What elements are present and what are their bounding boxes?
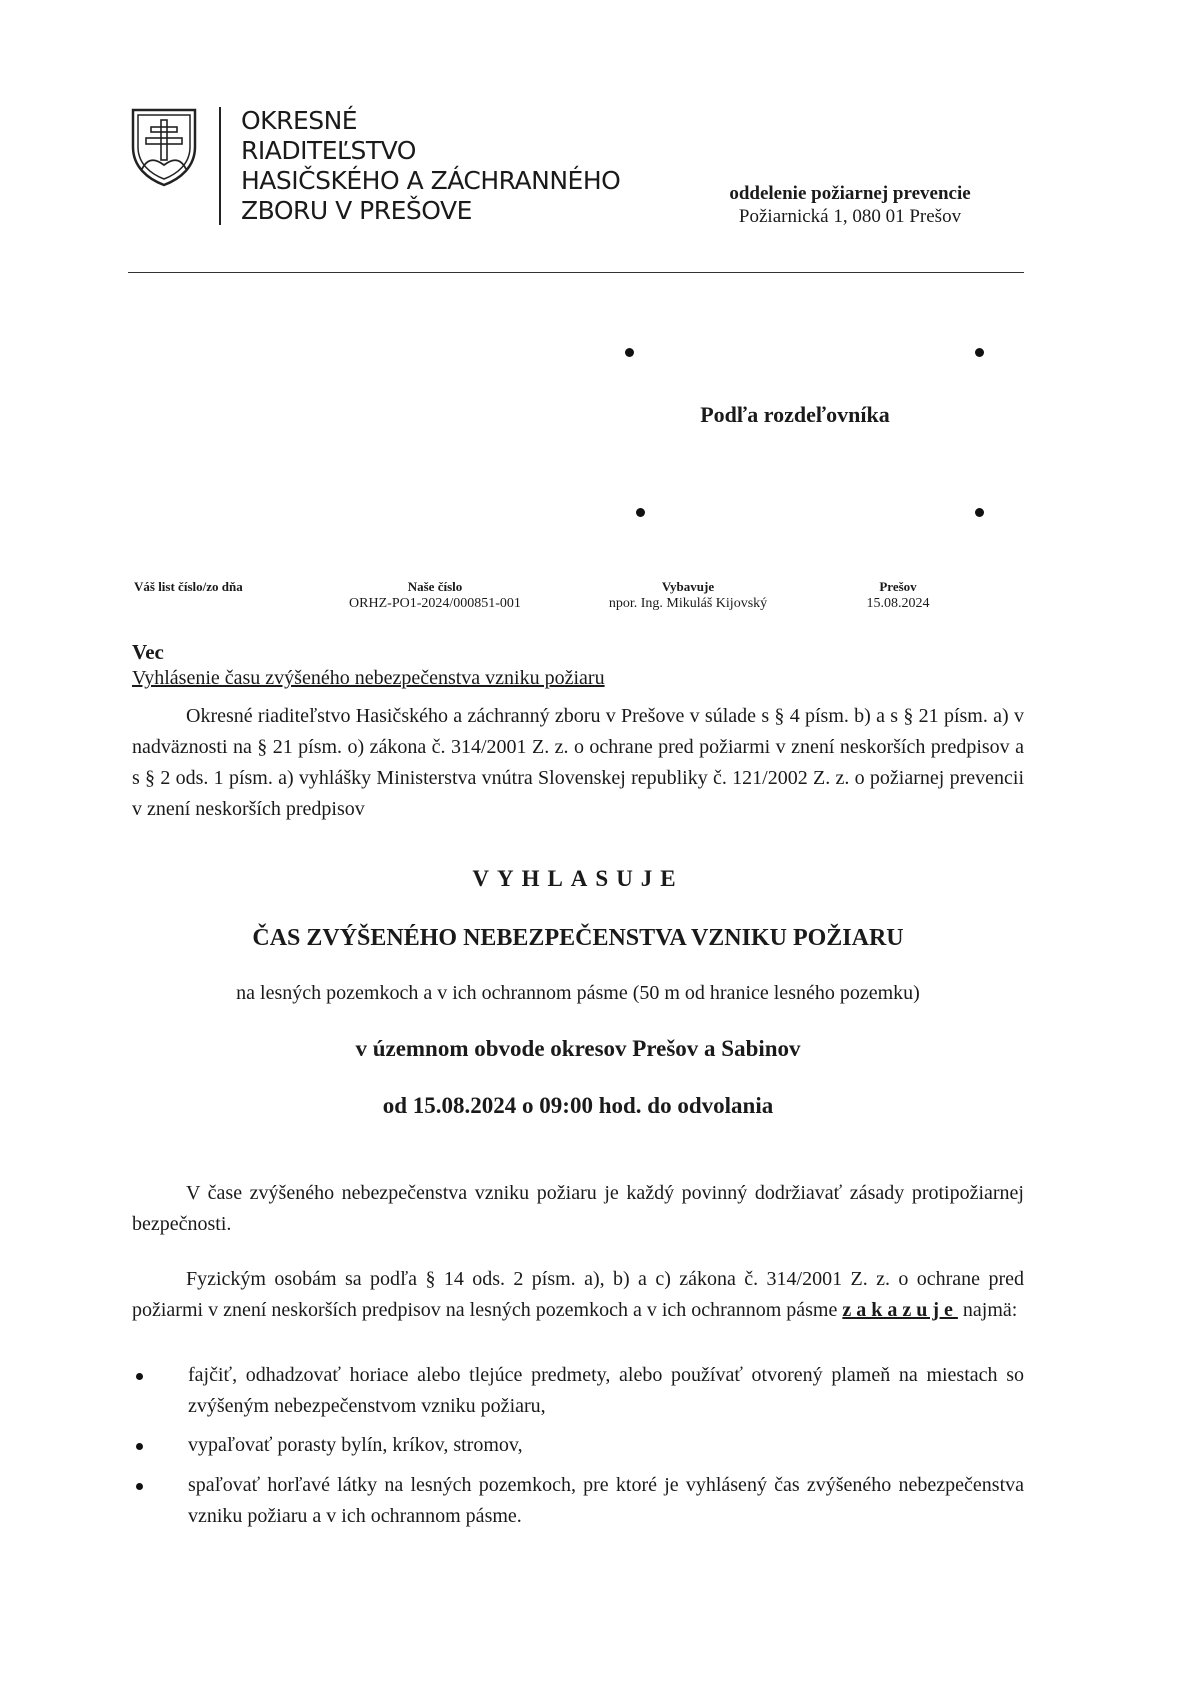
address-window-mark [975,508,984,517]
ref-your-letter [134,578,274,595]
ref-handled-by-label: Vybavuje [661,579,715,594]
duty-paragraph: V čase zvýšeného nebezpečenstva vzniku požiaru je každý povinný dodržiavať zásady protipožiarnej bezpečnosti. [132,1182,1024,1235]
list-item-text: spaľovať horľavé látky na lesných pozemkoch, pre ktoré je vyhlásený čas zvýšeného nebezpečenstva vzniku požiaru a v ich ochrannom pásme. [188,1474,1024,1527]
prohibition-paragraph [132,1264,1024,1326]
prohibition-text: Fyzickým osobám sa podľa § 14 ods. 2 písm. a), b) a c) zákona č. 314/2001 Z. z. o ochrane pred požiarmi v znení neskorších predpisov na lesných pozemkoch a v ich ochrannom pásme [132,1268,1024,1321]
intro-paragraph: Okresné riaditeľstvo Hasičského a záchranný zboru v Prešove v súlade s § 4 písm. b) a s § 21 písm. a) v nadväznosti na § 21 písm. o) zákona č. 314/2001 Z. z. o ochrane pred požiarmi v znení neskorších predpisov a s § 2 ods. 1 písm. a) vyhlášky Ministerstva vnútra Slovenskej republiky č. 121/2002 Z. z. o požiarnej prevencii v znení neskorších predpisov [132,705,1024,820]
header-rule [128,272,1024,273]
org-name-line: OKRESNÉ [241,106,358,135]
district-line: v územnom obvode okresov Prešov a Sabinov [355,1036,801,1061]
addressee: Podľa rozdeľovníka [700,402,890,427]
bullet-icon [136,1483,143,1490]
address-window-mark [975,348,984,357]
ref-place-date [843,578,953,612]
list-item-text: vypaľovať porasty bylín, kríkov, stromov, [188,1434,523,1456]
subject-text: Vyhlásenie času zvýšeného nebezpečenstva vzniku požiaru [132,667,605,689]
org-name-line: HASIČSKÉHO A ZÁCHRANNÉHO [241,166,621,195]
organization-name [241,106,620,226]
scope-line: na lesných pozemkoch a v ich ochrannom pásme (50 m od hranice lesného pozemku) [236,982,920,1004]
org-name-line: ZBORU V PREŠOVE [241,196,472,225]
subject-label: Vec [132,640,164,664]
announce-heading: VYHLASUJE [472,866,684,891]
bullet-icon [136,1443,143,1450]
header-divider [219,107,221,225]
ref-our-number [330,578,540,612]
ref-handled-by [588,578,788,612]
coat-of-arms-icon [130,107,198,187]
org-name-line: RIADITEĽSTVO [241,136,416,165]
address-window-mark [625,348,634,357]
department-name: oddelenie požiarnej prevencie [729,183,971,204]
ref-handled-by-value: npor. Ing. Mikuláš Kijovský [608,596,768,611]
list-item-text: fajčiť, odhadzovať horiace alebo tlejúce predmety, alebo používať otvorený plameň na miestach so zvýšeným nebezpečenstvom vzniku požiaru, [188,1364,1024,1417]
department-address: Požiarnická 1, 080 01 Prešov [738,206,962,227]
ref-our-number-label: Naše číslo [407,579,463,594]
ref-your-letter-label: Váš list číslo/zo dňa [134,579,243,594]
prohibition-keyword: zakazuje [842,1299,958,1321]
list-item [132,1360,1024,1422]
department-block [680,183,1020,228]
prohibition-suffix: najmä: [957,1299,1018,1321]
ref-our-number-value: ORHZ-PO1-2024/000851-001 [349,596,521,611]
address-window-mark [636,508,645,517]
period-line: od 15.08.2024 o 09:00 hod. do odvolania [382,1093,774,1118]
list-item [132,1430,1024,1461]
list-item [132,1470,1024,1532]
ref-place-label: Prešov [879,579,917,594]
ref-date-value: 15.08.2024 [866,596,930,611]
subject-block [132,640,1032,690]
main-heading: ČAS ZVÝŠENÉHO NEBEZPEČENSTVA VZNIKU POŽIARU [252,925,904,951]
bullet-icon [136,1373,143,1380]
